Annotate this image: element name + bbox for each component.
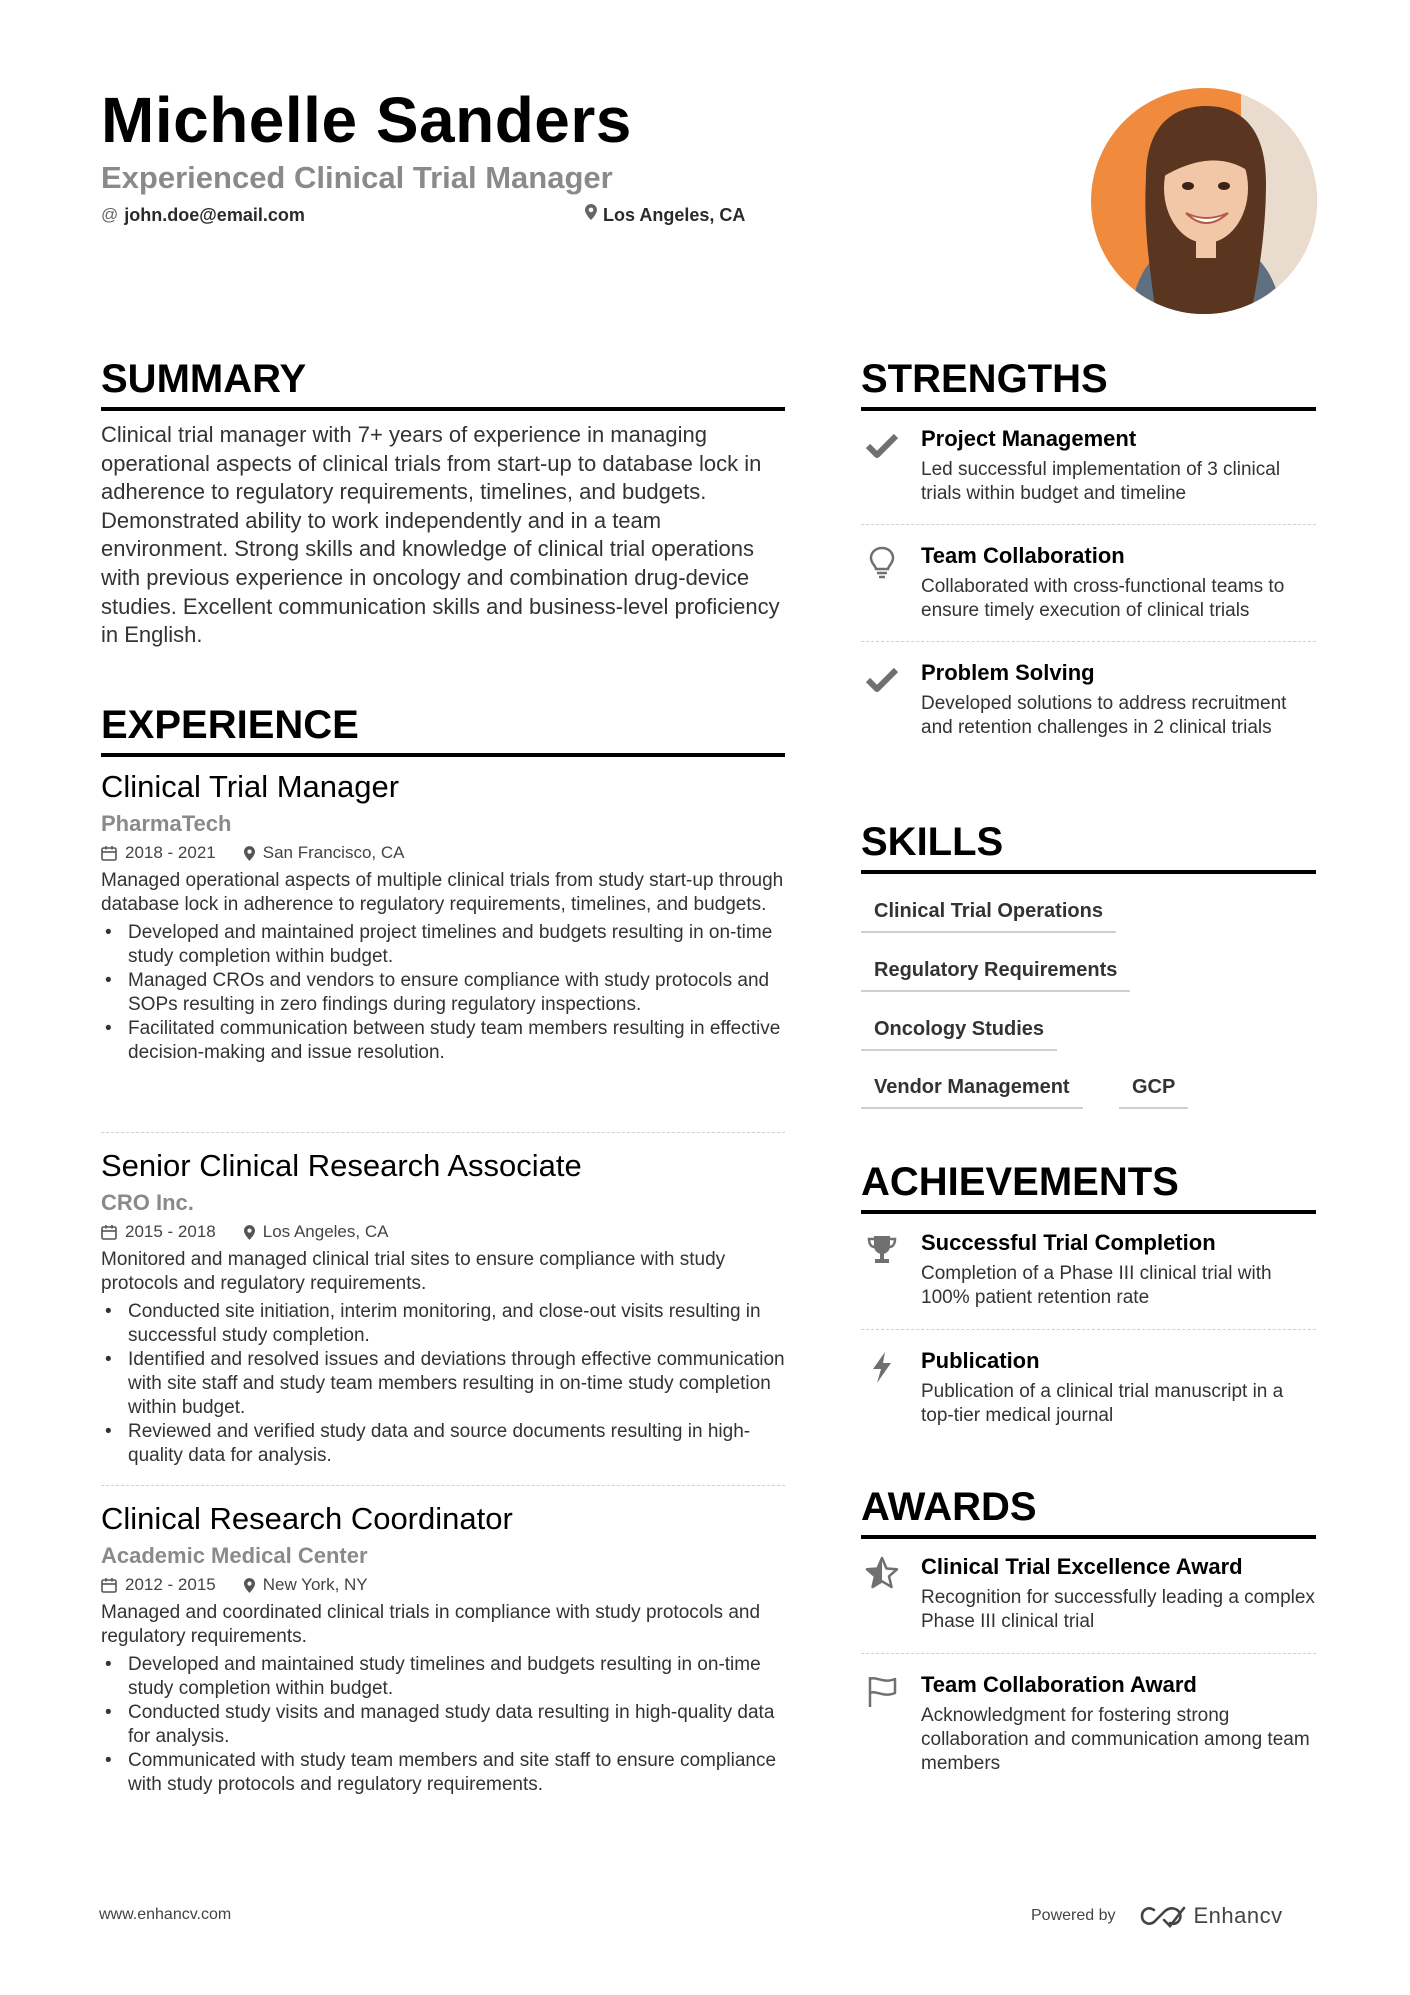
award-title: Team Collaboration Award [921,1672,1197,1697]
job-meta [101,841,791,865]
strength-title: Problem Solving [921,660,1095,685]
company-name: PharmaTech [101,811,232,836]
location-text: Los Angeles, CA [603,205,746,225]
job-bullets [101,1300,791,1468]
footer-website-link[interactable]: www.enhancv.com [99,1906,232,1923]
job-location: New York, NY [262,1575,368,1594]
job-meta [101,1573,791,1597]
lightbulb-icon [865,545,899,579]
job-bullets [101,921,791,1065]
checkmark-icon [865,662,899,696]
bullet-item: • Conducted study visits and managed study data resulting in high-quality data for analysis. [101,1701,791,1749]
bullet-item: • Communicated with study team members and site staff to ensure compliance with study protocols and regulatory requirements. [101,1749,791,1797]
experience-item [101,767,791,1065]
job-dates: 2012 - 2015 [125,1575,216,1594]
strength-title: Project Management [921,426,1137,451]
achievements-heading: ACHIEVEMENTS [861,1157,1316,1214]
experience-item [101,1499,791,1797]
skill-tag: Regulatory Requirements [861,956,1130,992]
strength-description: Led successful implementation of 3 clinical trials within budget and timeline [921,459,1281,504]
divider [861,524,1316,525]
flag-icon [865,1674,899,1708]
experience-heading: EXPERIENCE [101,700,785,757]
skill-tag: Clinical Trial Operations [861,897,1116,933]
calendar-icon [101,1224,117,1240]
divider [861,1329,1316,1330]
company-name: Academic Medical Center [101,1543,368,1568]
award-description: Recognition for successfully leading a complex Phase III clinical trial [921,1587,1315,1632]
strength-description: Collaborated with cross-functional teams to ensure timely execution of clinical trials [921,576,1285,621]
awards-heading: AWARDS [861,1482,1316,1539]
enhancv-logo-icon [1140,1904,1188,1928]
checkmark-icon [865,428,899,462]
enhancv-brand: Enhancv [1193,1903,1283,1928]
strengths-heading: STRENGTHS [861,354,1316,411]
skill-tag: Oncology Studies [861,1015,1057,1051]
strength-item [861,424,1316,506]
at-icon: @ [101,205,119,224]
bullet-item: • Identified and resolved issues and deviations through effective communication with site staff and study team members resulting in on-time study completion within budget. [101,1348,791,1420]
summary-heading: SUMMARY [101,354,785,411]
divider [101,1485,785,1486]
achievement-item [861,1228,1316,1310]
job-description: Managed operational aspects of multiple clinical trials from study start-up through database lock in adherence to regulatory requirements, timelines, and budgets. [101,870,784,915]
company-name: CRO Inc. [101,1190,194,1215]
divider [861,1653,1316,1654]
job-title: Clinical Research Coordinator [101,1501,513,1536]
achievement-title: Successful Trial Completion [921,1230,1216,1255]
strength-item [861,541,1316,623]
job-location: San Francisco, CA [262,843,405,862]
bullet-item: • Facilitated communication between study team members resulting in effective decision-making and issue resolution. [101,1017,791,1065]
job-description: Monitored and managed clinical trial sites to ensure compliance with study protocols and regulatory requirements. [101,1249,726,1294]
profile-photo [1091,88,1317,314]
job-bullets [101,1653,791,1797]
skills-heading: SKILLS [861,817,1316,874]
job-title: Clinical Trial Manager [101,769,400,804]
map-pin-icon [244,1225,255,1240]
footer-powered-by[interactable] [1031,1903,1283,1929]
lightning-icon [865,1350,899,1384]
bullet-item: • Developed and maintained project timelines and budgets resulting in on-time study completion within budget. [101,921,791,969]
award-item [861,1552,1316,1634]
job-meta [101,1220,791,1244]
divider [861,641,1316,642]
map-pin-icon [244,1578,255,1593]
calendar-icon [101,845,117,861]
job-dates: 2018 - 2021 [125,843,216,862]
calendar-icon [101,1577,117,1593]
map-pin-icon [244,846,255,861]
star-icon [865,1556,899,1590]
bullet-item: • Reviewed and verified study data and source documents resulting in high-quality data for analysis. [101,1420,791,1468]
contact-location [585,203,745,227]
contact-email[interactable] [101,203,305,227]
strength-item [861,658,1316,740]
achievement-title: Publication [921,1348,1040,1373]
skill-tag: Vendor Management [861,1073,1083,1109]
candidate-name: Michelle Sanders [101,84,632,156]
bullet-item: • Developed and maintained study timelines and budgets resulting in on-time study completion within budget. [101,1653,791,1701]
award-title: Clinical Trial Excellence Award [921,1554,1243,1579]
trophy-icon [865,1232,899,1266]
job-title: Senior Clinical Research Associate [101,1148,582,1183]
strength-description: Developed solutions to address recruitment and retention challenges in 2 clinical trials [921,693,1287,738]
email-text: john.doe@email.com [124,205,305,225]
bullet-item: • Conducted site initiation, interim monitoring, and close-out visits resulting in successful study completion. [101,1300,791,1348]
job-description: Managed and coordinated clinical trials in compliance with study protocols and regulatory requirements. [101,1602,761,1647]
job-dates: 2015 - 2018 [125,1222,216,1241]
achievement-description: Completion of a Phase III clinical trial with 100% patient retention rate [921,1263,1272,1308]
map-pin-icon [585,203,597,227]
award-item [861,1670,1316,1776]
bullet-item: • Managed CROs and vendors to ensure compliance with study protocols and SOPs resulting in zero findings during regulatory inspections. [101,969,791,1017]
powered-by-label: Powered by [1031,1907,1116,1924]
summary-text: Clinical trial manager with 7+ years of experience in managing operational aspects of clinical trials from start-up to database lock in adherence to regulatory requirements, timelines, and budgets. Demonstrated ability to work independently and in a team environment. Strong skills and knowledge of clinical trial operations with previous experience in oncology and combination drug-device studies. Excellent communication skills and business-level proficiency in English. [101,422,780,648]
strength-title: Team Collaboration [921,543,1125,568]
experience-item [101,1146,791,1468]
achievement-item [861,1346,1316,1428]
job-location: Los Angeles, CA [262,1222,389,1241]
divider [101,1132,785,1133]
candidate-title: Experienced Clinical Trial Manager [101,160,613,195]
achievement-description: Publication of a clinical trial manuscript in a top-tier medical journal [921,1381,1284,1426]
award-description: Acknowledgment for fostering strong collaboration and communication among team members [921,1705,1310,1774]
skill-tag: GCP [1119,1073,1188,1109]
